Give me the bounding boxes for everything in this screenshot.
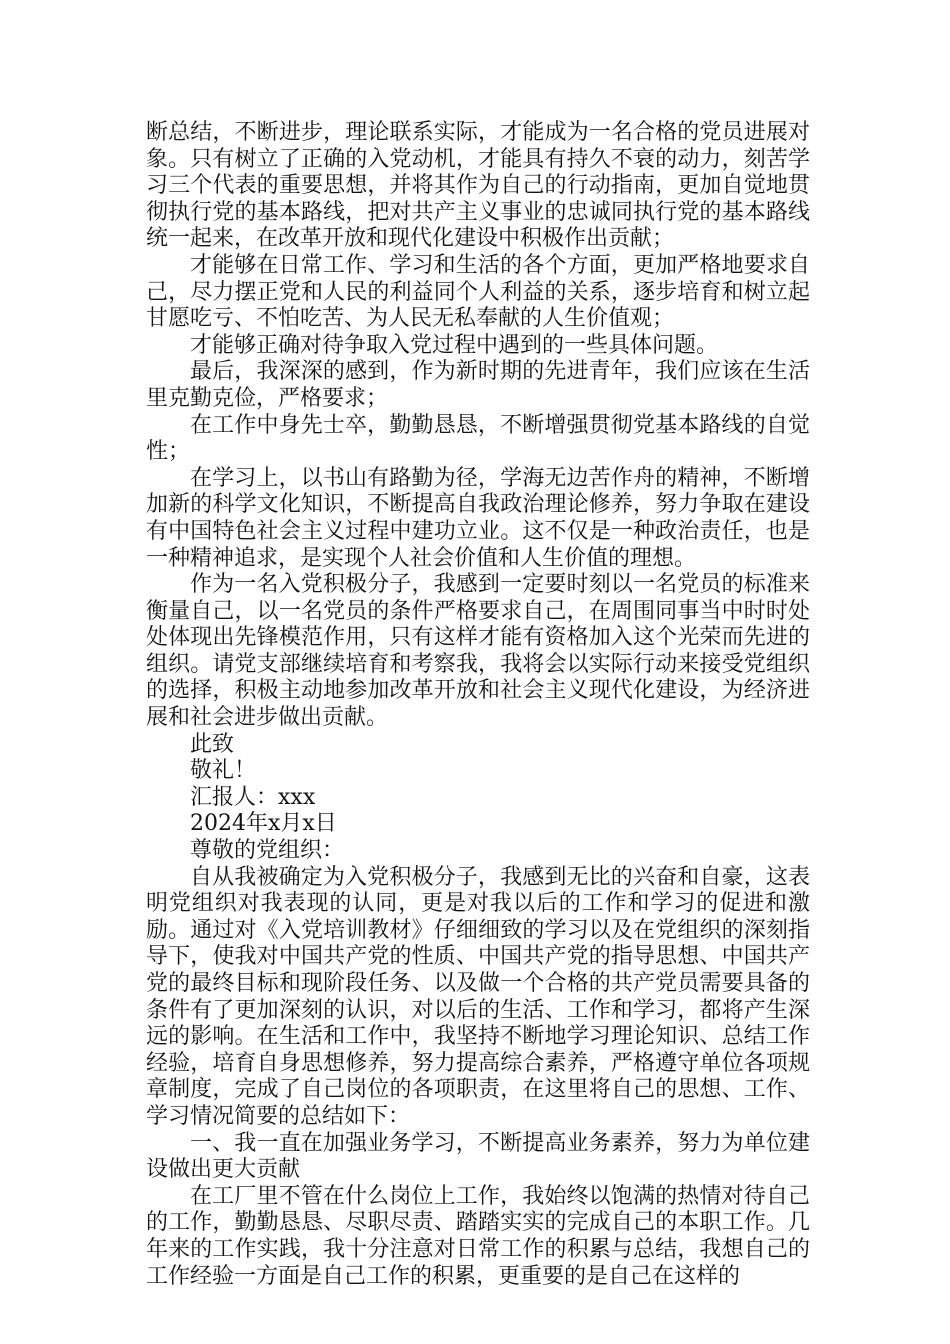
paragraph-7: 作为一名入党积极分子，我感到一定要时刻以一名党员的标准来衡量自己，以一名党员的条件严格要求自己，在周围同事当中时时处处体现出先锋模范作用，只有这样才能有资格加入这个光荣而先进的组织。请党支部继续培育和考察我，我将会以实际行动来接受党组织的选择，积极主动地参加改革开放和社会主义现代化建设，为经济进展和社会进步做出贡献。	[146, 572, 810, 731]
paragraph-15: 在工厂里不管在什么岗位上工作，我始终以饱满的热情对待自己的工作，勤勤恳恳、尽职尽责、踏踏实实的完成自己的本职工作。几年来的工作实践，我十分注意对日常工作的积累与总结，我想自己的工作经验一方面是自己工作的积累，更重要的是自己在这样的	[146, 1183, 810, 1289]
paragraph-2: 才能够在日常工作、学习和生活的各个方面，更加严格地要求自己，尽力摆正党和人民的利益同个人利益的关系，逐步培育和树立起甘愿吃亏、不怕吃苦、为人民无私奉献的人生价值观；	[146, 252, 810, 332]
paragraph-4: 最后，我深深的感到，作为新时期的先进青年，我们应该在生活里克勤克俭，严格要求；	[146, 359, 810, 411]
reporter-line: 汇报人：xxx	[190, 784, 316, 810]
paragraph-5: 在工作中身先士卒，勤勤恳恳，不断增强贯彻党基本路线的自觉性；	[146, 412, 810, 465]
paragraph-13: 自从我被确定为入党积极分子，我感到无比的兴奋和自豪，这表明党组织对我表现的认同，更是对我以后的工作和学习的促进和激励。通过对《入党培训教材》仔细细致的学习以及在党组织的深刻指导下，使我对中国共产党的性质、中国共产党的指导思想、中国共产党的最终目标和现阶段任务、以及做一个合格的共产党员需要具备的条件有了更加深刻的认识，对以后的生活、工作和学习，都将产生深远的影响。在生活和工作中，我坚持不断地学习理论知识、总结工作经验，培育自身思想修养，努力提高综合素养，严格遵守单位各项规章制度，完成了自己岗位的各项职责，在这里将自己的思想、工作、学习情况简要的总结如下：	[146, 864, 810, 1129]
document-body	[146, 120, 810, 1290]
paragraph-3: 才能够正确对待争取入党过程中遇到的一些具体问题。	[190, 332, 719, 358]
paragraph-6: 在学习上，以书山有路勤为径，学海无边苦作舟的精神，不断增加新的科学文化知识，不断提高自我政治理论修养，努力争取在建设有中国特色社会主义过程中建功立业。这不仅是一种政治责任，也是一种精神追求，是实现个人社会价值和人生价值的理想。	[146, 465, 810, 571]
greeting-line: 尊敬的党组织：	[190, 838, 345, 864]
paragraph-1: 断总结，不断进步，理论联系实际，才能成为一名合格的党员进展对象。只有树立了正确的入党动机，才能具有持久不衰的动力，刻苦学习三个代表的重要思想，并将其作为自己的行动指南，更加自觉地贯彻执行党的基本路线，把对共产主义事业的忠诚同执行党的基本路线统一起来，在改革开放和现代化建设中积极作出贡献；	[146, 120, 810, 252]
closing-respect: 敬礼！	[190, 758, 257, 784]
date-line: 2024年x月x日	[190, 811, 337, 837]
section-heading-1: 一、我一直在加强业务学习，不断提高业务素养，努力为单位建设做出更大贡献	[146, 1130, 810, 1183]
closing-salutation: 此致	[190, 731, 235, 757]
